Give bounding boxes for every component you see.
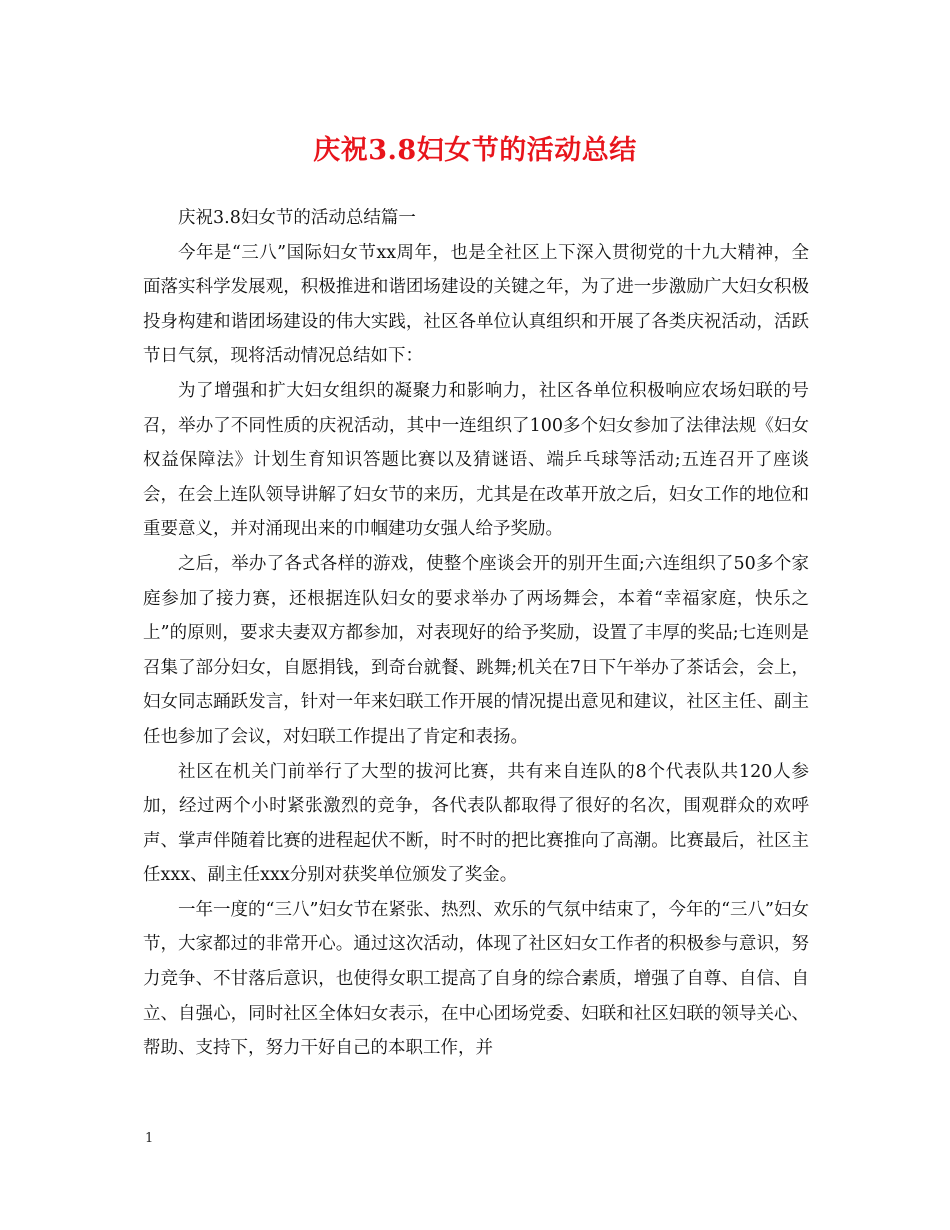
paragraph: 今年是“三八”国际妇女节xx周年，也是全社区上下深入贯彻党的十九大精神，全面落实科学发展观，积极推进和谐团场建设的关键之年，为了进一步激励广大妇女积极投身构建和谐团场建设的伟大实践，社区各单位认真组织和开展了各类庆祝活动，活跃节日气氛，现将活动情况总结如下： — [143, 242, 809, 367]
document-title: 庆祝3.8妇女节的活动总结 — [313, 135, 637, 166]
paragraph: 为了增强和扩大妇女组织的凝聚力和影响力，社区各单位积极响应农场妇联的号召，举办了不同性质的庆祝活动，其中一连组织了100多个妇女参加了法律法规《妇女权益保障法》计划生育知识答题比赛以及猜谜语、端乒乓球等活动;五连召开了座谈会，在会上连队领导讲解了妇女节的来历，尤其是在改革开放之后，妇女工作的地位和重要意义，并对涌现出来的巾帼建功女强人给予奖励。 — [143, 380, 809, 540]
section-heading: 庆祝3.8妇女节的活动总结篇一 — [178, 208, 416, 228]
paragraph: 社区在机关门前举行了大型的拔河比赛，共有来自连队的8个代表队共120人参加，经过两个小时紧张激烈的竞争，各代表队都取得了很好的名次，围观群众的欢呼声、掌声伴随着比赛的进程起伏不断，时不时的把比赛推向了高潮。比赛最后，社区主任xxx、副主任xxx分别对获奖单位颁发了奖金。 — [143, 761, 809, 886]
page-number: 1 — [145, 1131, 154, 1146]
paragraph: 一年一度的“三八”妇女节在紧张、热烈、欢乐的气氛中结束了，今年的“三八”妇女节，大家都过的非常开心。通过这次活动，体现了社区妇女工作者的积极参与意识，努力竞争、不甘落后意识，也使得女职工提高了自身的综合素质，增强了自尊、自信、自立、自强心，同时社区全体妇女表示，在中心团场党委、妇联和社区妇联的领导关心、帮助、支持下，努力干好自己的本职工作，并 — [143, 899, 809, 1059]
paragraph: 之后，举办了各式各样的游戏，使整个座谈会开的别开生面;六连组织了50多个家庭参加了接力赛，还根据连队妇女的要求举办了两场舞会，本着“幸福家庭，快乐之上”的原则，要求夫妻双方都参加，对表现好的给予奖励，设置了丰厚的奖品;七连则是召集了部分妇女，自愿捐钱，到奇台就餐、跳舞;机关在7日下午举办了茶话会，会上，妇女同志踊跃发言，针对一年来妇联工作开展的情况提出意见和建议，社区主任、副主任也参加了会议，对妇联工作提出了肯定和表扬。 — [143, 553, 809, 747]
document-body — [143, 201, 809, 1066]
